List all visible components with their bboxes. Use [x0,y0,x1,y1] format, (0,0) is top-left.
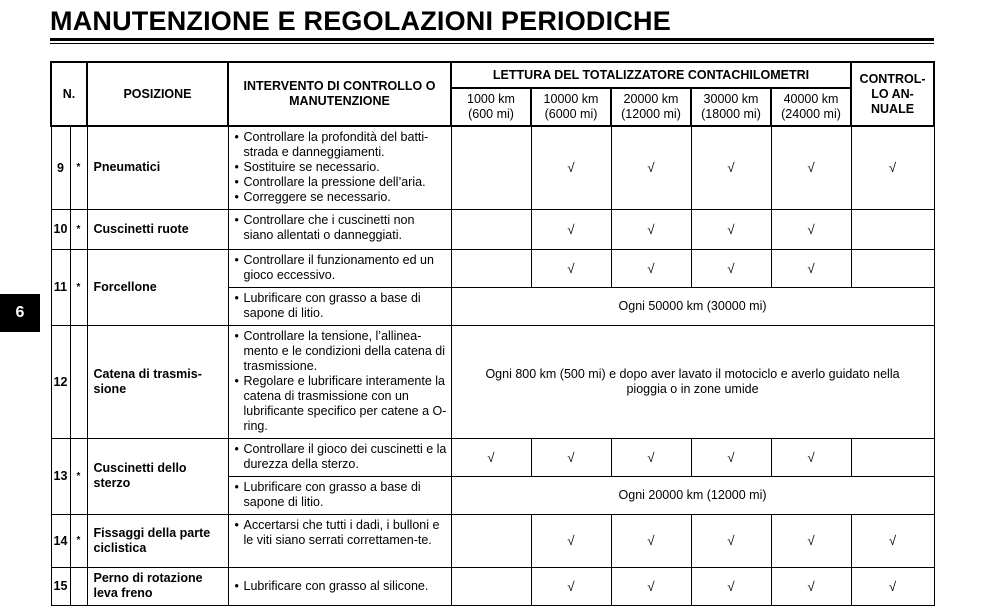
row-actions [228,476,451,514]
header-annual-line2: LO AN- [871,86,914,101]
check-cell: √ [691,126,771,209]
row-star: * [70,438,87,514]
check-cell: √ [611,126,691,209]
km-value: 1000 km [467,92,515,106]
check-cell: √ [771,567,851,605]
header-km-40000 [771,88,851,126]
table-row [51,514,934,567]
position-line: leva freno [93,586,153,600]
mi-value: (24000 mi) [781,107,841,121]
interval-note: Ogni 800 km (500 mi) e dopo aver lavato il motociclo e averlo guidato nella pioggia o in zone umide [451,325,934,438]
check-cell: √ [451,438,531,476]
maintenance-table [50,61,935,606]
page-title: MANUTENZIONE E REGOLAZIONI PERIODICHE [50,6,671,36]
action-item: • Controllare il funzionamento ed un gioco eccessivo. [235,253,447,283]
table-row [51,249,934,287]
row-actions [228,325,451,438]
row-star [70,325,87,438]
header-annual-check [851,62,934,126]
interval-note: Ogni 50000 km (30000 mi) [451,287,934,325]
interval-note: Ogni 20000 km (12000 mi) [451,476,934,514]
header-km-10000 [531,88,611,126]
position-line: Perno di rotazione [93,571,203,585]
header-number: N. [51,62,87,126]
header-intervention: INTERVENTO DI CONTROLLO O MANUTENZIONE [228,62,451,126]
action-item: • Controllare la tensione, l’allinea-mento e le condizioni della catena di trasmissione. [235,329,447,374]
check-cell: √ [531,514,611,567]
check-cell: √ [531,209,611,249]
row-number: 11 [51,249,70,325]
row-star: * [70,249,87,325]
check-cell [451,514,531,567]
check-cell: √ [611,249,691,287]
km-value: 30000 km [703,92,759,106]
row-star [70,567,87,605]
action-item: • Sostituire se necessario. [235,160,447,175]
row-actions [228,209,451,249]
action-item: • Controllare che i cuscinetti non siano allentati o danneggiati. [235,213,447,243]
action-item: • Controllare la profondità del batti-strada e danneggiamenti. [235,130,447,160]
row-actions [228,287,451,325]
check-cell: √ [771,514,851,567]
action-item: • Controllare la pressione dell’aria. [235,175,447,190]
row-number: 14 [51,514,70,567]
position-line: sterzo [93,476,131,490]
position-line: Catena di trasmis- [93,366,202,381]
row-position: Cuscinetti ruote [87,209,228,249]
check-cell [451,126,531,209]
check-cell [451,249,531,287]
row-star: * [70,209,87,249]
row-number: 10 [51,209,70,249]
table-row [51,567,934,605]
check-cell [851,209,934,249]
check-cell: √ [531,126,611,209]
action-item: • Lubrificare con grasso a base di sapone di litio. [235,480,447,510]
mi-value: (600 mi) [468,107,514,121]
km-value: 10000 km [543,92,599,106]
title-rule-thin [50,43,934,44]
check-cell [851,249,934,287]
check-cell: √ [531,249,611,287]
position-line: ciclistica [93,540,147,555]
table-row [51,438,934,476]
row-position [87,567,228,605]
check-cell: √ [611,209,691,249]
mi-value: (12000 mi) [621,107,681,121]
header-km-1000 [451,88,531,126]
check-cell: √ [611,567,691,605]
row-actions [228,249,451,287]
header-annual-line1: CONTROL- [859,71,926,86]
row-position [87,325,228,438]
mi-value: (18000 mi) [701,107,761,121]
action-item: • Accertarsi che tutti i dadi, i bulloni e le viti siano serrati correttamen-te. [235,518,447,548]
check-cell: √ [691,514,771,567]
position-line: Fissaggi della parte [93,525,211,540]
check-cell: √ [771,209,851,249]
table-row [51,126,934,209]
km-value: 20000 km [623,92,679,106]
header-odometer: LETTURA DEL TOTALIZZATORE CONTACHILOMETRI [451,62,851,88]
check-cell: √ [771,126,851,209]
check-cell [851,438,934,476]
check-cell: √ [531,438,611,476]
mi-value: (6000 mi) [544,107,598,121]
row-position [87,514,228,567]
check-cell: √ [611,514,691,567]
section-tab: 6 [0,294,40,332]
header-position: POSIZIONE [87,62,228,126]
row-actions [228,438,451,476]
header-km-30000 [691,88,771,126]
check-cell: √ [531,567,611,605]
action-item: • Lubrificare con grasso al silicone. [235,579,447,594]
table-row [51,209,934,249]
title-rule-thick [50,38,934,41]
check-cell: √ [851,514,934,567]
check-cell: √ [691,438,771,476]
action-item: • Lubrificare con grasso a base di sapone di litio. [235,291,447,321]
row-number: 15 [51,567,70,605]
position-line: Cuscinetti dello [93,461,187,475]
km-value: 40000 km [783,92,839,106]
row-position [87,438,228,514]
action-item: • Correggere se necessario. [235,190,447,205]
row-number: 9 [51,126,70,209]
action-item: • Controllare il gioco dei cuscinetti e la durezza della sterzo. [235,442,447,472]
check-cell [451,209,531,249]
check-cell: √ [691,567,771,605]
check-cell: √ [691,249,771,287]
row-number: 13 [51,438,70,514]
table-row [51,325,934,438]
header-annual-line3: NUALE [871,101,915,116]
check-cell: √ [771,249,851,287]
header-km-20000 [611,88,691,126]
row-position: Pneumatici [87,126,228,209]
row-actions [228,567,451,605]
check-cell [451,567,531,605]
row-actions [228,514,451,567]
check-cell: √ [611,438,691,476]
position-line: sione [93,381,127,396]
row-actions [228,126,451,209]
row-number: 12 [51,325,70,438]
check-cell: √ [771,438,851,476]
row-star: * [70,126,87,209]
check-cell: √ [691,209,771,249]
check-cell: √ [851,126,934,209]
row-position: Forcellone [87,249,228,325]
check-cell: √ [851,567,934,605]
row-star: * [70,514,87,567]
action-item: • Regolare e lubrificare interamente la catena di trasmissione con un lubrificante specifico per catene a O-ring. [235,374,447,434]
